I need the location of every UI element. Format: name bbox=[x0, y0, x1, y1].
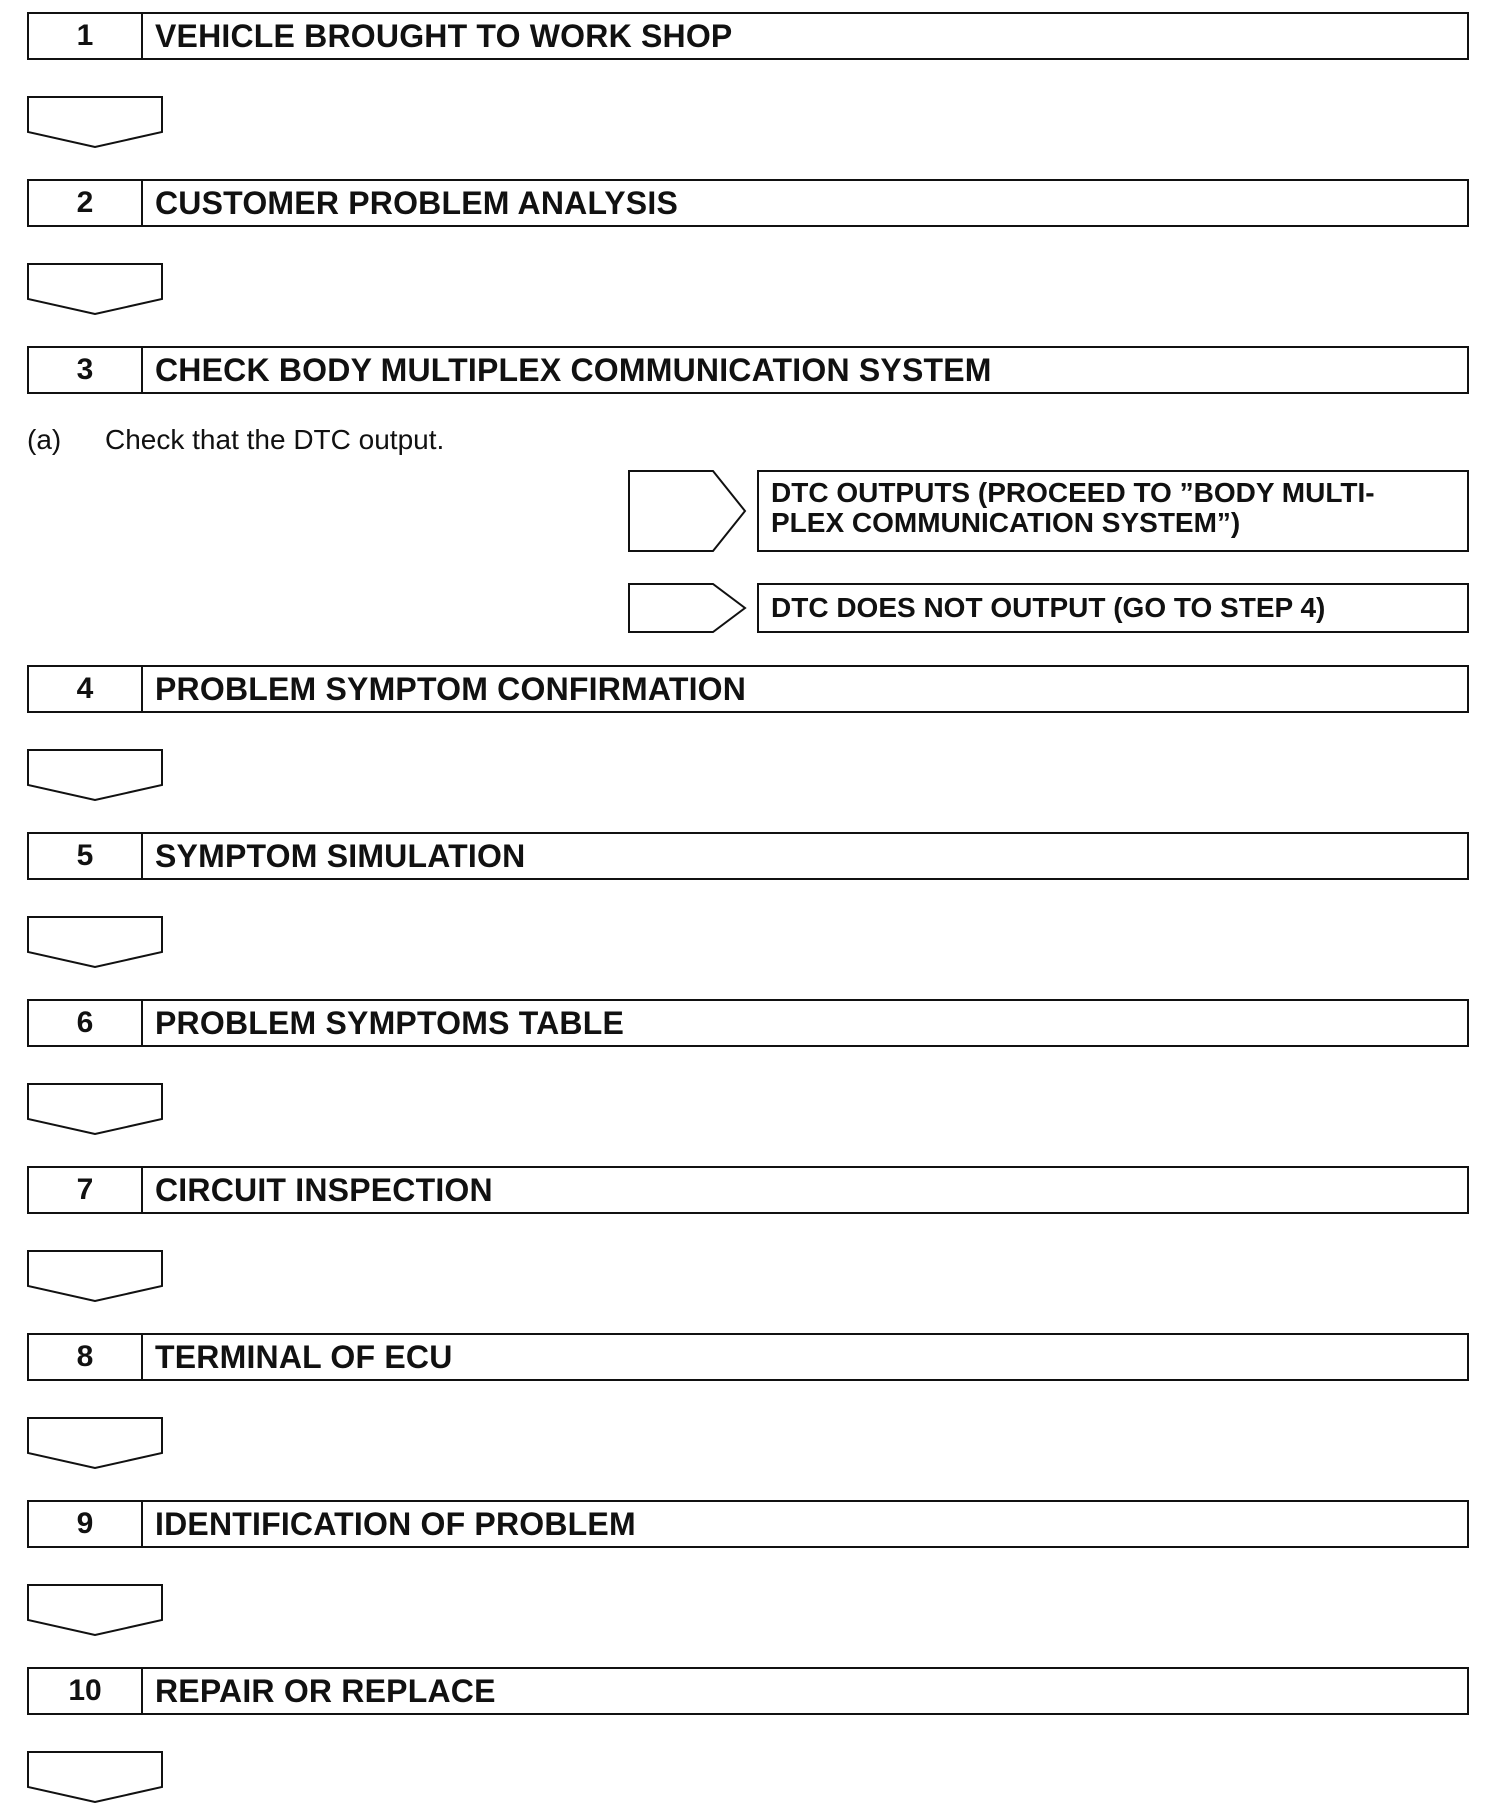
step-number: 6 bbox=[29, 1001, 143, 1045]
step-number: 3 bbox=[29, 348, 143, 392]
step-4 bbox=[27, 665, 1469, 713]
right-arrow-icon bbox=[628, 470, 748, 552]
step-title: VEHICLE BROUGHT TO WORK SHOP bbox=[155, 17, 733, 54]
step-title: IDENTIFICATION OF PROBLEM bbox=[155, 1505, 636, 1542]
down-arrow-icon bbox=[27, 916, 163, 968]
step-title: REPAIR OR REPLACE bbox=[155, 1672, 496, 1709]
result-line-2: PLEX COMMUNICATION SYSTEM”) bbox=[771, 507, 1241, 538]
step-10 bbox=[27, 1667, 1469, 1715]
step-6 bbox=[27, 999, 1469, 1047]
step-title: PROBLEM SYMPTOM CONFIRMATION bbox=[155, 670, 747, 707]
right-arrow-icon bbox=[628, 583, 748, 633]
step-number: 5 bbox=[29, 834, 143, 878]
step-5 bbox=[27, 832, 1469, 880]
down-arrow-icon bbox=[27, 1417, 163, 1469]
down-arrow-icon bbox=[27, 1584, 163, 1636]
step-number: 2 bbox=[29, 181, 143, 225]
down-arrow-icon bbox=[27, 1250, 163, 1302]
step-number: 4 bbox=[29, 667, 143, 711]
step-8 bbox=[27, 1333, 1469, 1381]
result-line-1: DTC OUTPUTS (PROCEED TO ”BODY MULTI- bbox=[771, 477, 1375, 508]
step-3 bbox=[27, 346, 1469, 394]
result-text: DTC DOES NOT OUTPUT (GO TO STEP 4) bbox=[771, 592, 1326, 623]
down-arrow-icon bbox=[27, 1083, 163, 1135]
note-label: (a) bbox=[27, 424, 62, 455]
step-title: CIRCUIT INSPECTION bbox=[155, 1171, 493, 1208]
step-title: CUSTOMER PROBLEM ANALYSIS bbox=[155, 184, 678, 221]
step-number: 7 bbox=[29, 1168, 143, 1212]
step-number: 9 bbox=[29, 1502, 143, 1546]
down-arrow-icon bbox=[27, 749, 163, 801]
note-text: Check that the DTC output. bbox=[105, 424, 445, 455]
down-arrow-icon bbox=[27, 1751, 163, 1803]
step-3-note bbox=[27, 424, 444, 456]
step-9 bbox=[27, 1500, 1469, 1548]
step-title: TERMINAL OF ECU bbox=[155, 1338, 453, 1375]
step-title: PROBLEM SYMPTOMS TABLE bbox=[155, 1004, 625, 1041]
step-1 bbox=[27, 12, 1469, 60]
branch-result-dtc-not-output bbox=[757, 583, 1469, 633]
step-number: 1 bbox=[29, 14, 143, 58]
step-title: CHECK BODY MULTIPLEX COMMUNICATION SYSTEM bbox=[155, 351, 992, 388]
step-title: SYMPTOM SIMULATION bbox=[155, 837, 526, 874]
branch-result-dtc-outputs bbox=[757, 470, 1469, 552]
down-arrow-icon bbox=[27, 96, 163, 148]
step-number: 10 bbox=[29, 1669, 143, 1713]
step-2 bbox=[27, 179, 1469, 227]
step-number: 8 bbox=[29, 1335, 143, 1379]
step-7 bbox=[27, 1166, 1469, 1214]
down-arrow-icon bbox=[27, 263, 163, 315]
